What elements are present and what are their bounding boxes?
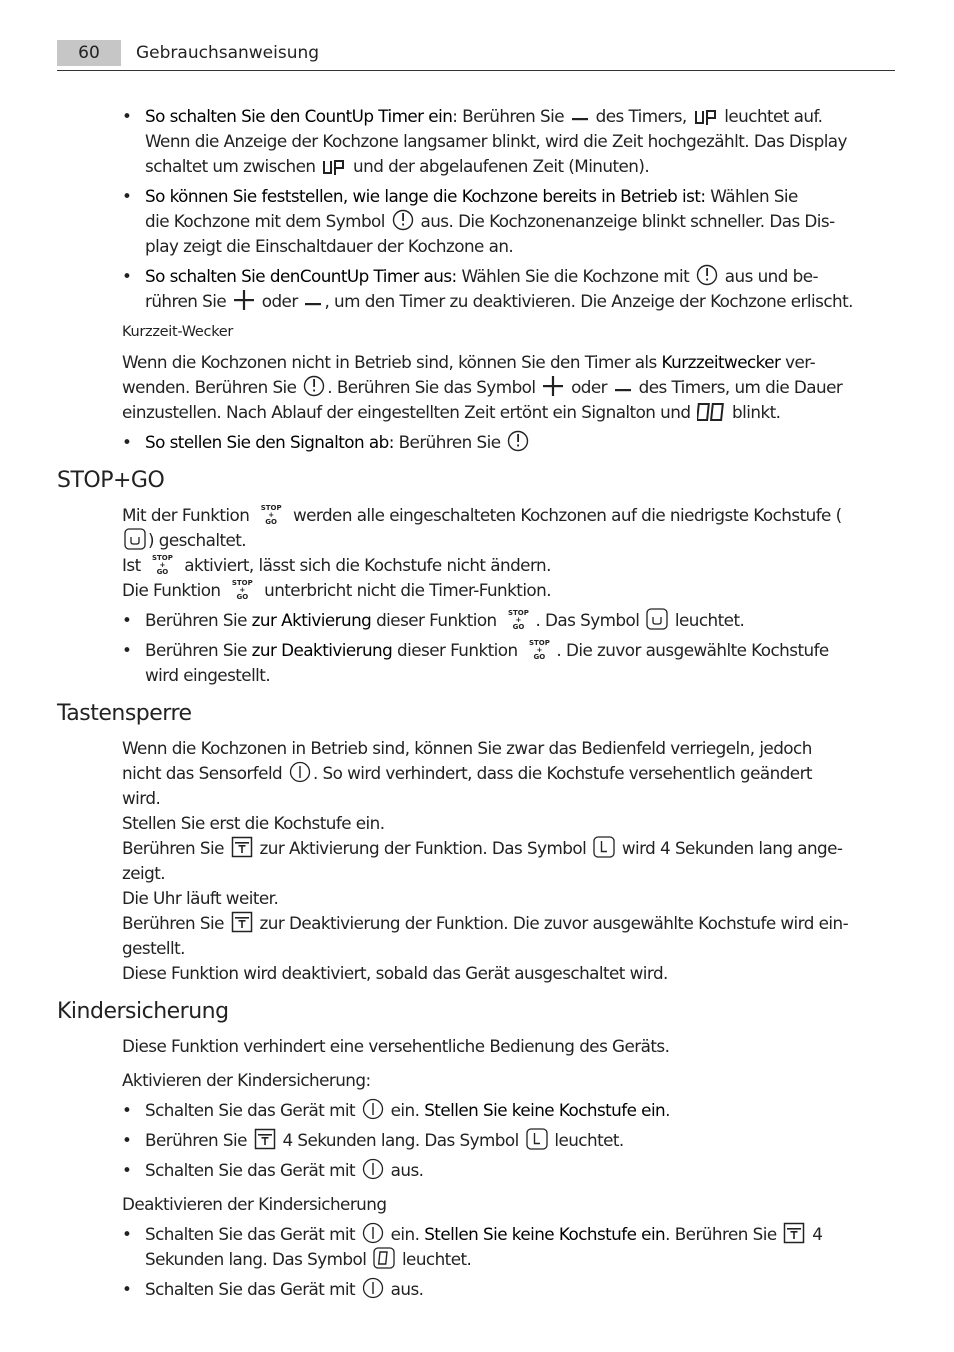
plus-icon [233,289,255,311]
text: ) geschaltet. [148,530,247,550]
plus-label: + [159,561,166,569]
text: und der abgelaufenen Zeit (Minuten). [353,156,650,176]
text: werden alle eingeschalteten Kochzonen auf die niedrigste Kochstufe ( [292,505,842,525]
section-title-stopgo: STOP+GO [57,468,165,493]
text: . So wird verhindert, dass die Kochstufe versehentlich geändert [312,763,812,783]
text: nicht das Sensorfeld [122,763,283,783]
letter-l-icon [526,1128,548,1150]
go-label: GO [265,518,277,526]
double-zero-icon [697,402,725,422]
stopgo-deactivate-bullet [122,638,917,688]
letter-l-icon [593,836,615,858]
activate-step-2 [122,1128,917,1153]
text: zur Deaktivierung [251,640,393,660]
text: leuchtet auf. [724,106,823,126]
text: Wenn die Anzeige der Kochzone langsamer blinkt, wird die Zeit hochgezählt. Das Display [145,131,847,151]
timer-icon [507,430,529,452]
text: Ist [122,555,141,575]
up-display-icon [694,108,718,126]
stop-go-icon [526,640,552,662]
signalton-bullet [122,430,917,455]
countup-duration-bullet [122,184,917,259]
text: Stellen Sie keine Kochstufe ein [424,1224,666,1244]
text: play zeigt die Einschaltdauer der Kochzone an. [145,236,514,256]
text: Die Funktion [122,580,221,600]
text: Berühren Sie [122,913,224,933]
text: Wenn die Kochzonen in Betrieb sind, können Sie zwar das Bedienfeld verriegeln, jedoch [122,738,812,758]
text: Wählen Sie [710,186,798,206]
text: Berühren Sie [122,838,224,858]
text: . Die zuvor ausgewählte Kochstufe [556,640,829,660]
countup-on-bullet [122,104,917,179]
stop-label: STOP [231,579,253,587]
text: die Kochzone mit dem Symbol [145,211,385,231]
tastensperre-paragraph [122,736,894,986]
text: leuchtet. [401,1249,472,1269]
deactivate-heading: Deaktivieren der Kindersicherung [122,1194,387,1214]
activate-heading: Aktivieren der Kindersicherung: [122,1070,371,1090]
text: des Timers, [595,106,687,126]
section-title-kindersicherung: Kindersicherung [57,999,229,1024]
stop-label: STOP [507,609,529,617]
text: . Das Symbol [535,610,640,630]
page-number: 60 [57,40,121,66]
text: dieser Funktion [376,610,497,630]
text: leuchtet. [674,610,745,630]
text: Berühren Sie [145,1130,247,1150]
text: aktiviert, lässt sich die Kochstufe nicht ändern. [184,555,551,575]
lock-key-icon [783,1222,805,1244]
level-u-icon [124,528,146,550]
text: 4 [812,1224,823,1244]
text: wird. [122,788,161,808]
text: . Berühren Sie [665,1224,777,1244]
bullet-lead: So schalten Sie denCountUp Timer aus: [145,266,457,286]
text: oder [571,377,608,397]
stop-go-icon [258,505,284,527]
minus-icon [304,293,322,311]
text: , um den Timer zu deaktivieren. Die Anzeige der Kochzone erlischt. [324,291,853,311]
deactivate-step-2 [122,1277,917,1302]
document-title: Gebrauchsanweisung [136,43,320,63]
bullet-lead: So können Sie feststellen, wie lange die Kochzone bereits in Betrieb ist: [145,186,706,206]
activate-step-1 [122,1098,917,1123]
go-label: GO [533,653,546,661]
power-icon [362,1222,384,1244]
kindersicherung-intro: Diese Funktion verhindert eine versehentliche Bedienung des Geräts. [122,1036,670,1056]
text: einzustellen. Nach Ablauf der eingestellten Zeit ertönt ein Signalton und [122,402,691,422]
stop-go-icon [149,555,175,577]
text: Berühren Sie [398,432,501,452]
activate-step-3 [122,1158,917,1183]
timer-icon [696,264,718,286]
text: Stellen Sie keine Kochstufe ein [424,1100,666,1120]
text: Schalten Sie das Gerät mit [145,1100,356,1120]
text: Wählen Sie die Kochzone mit [461,266,690,286]
text: aus. [390,1160,424,1180]
stopgo-paragraph [122,503,894,603]
plus-label: + [536,646,543,654]
stop-label: STOP [528,639,550,647]
text: wird eingestellt. [145,665,271,685]
text: Berühren Sie [145,640,247,660]
text: . Berühren Sie das Symbol [327,377,536,397]
up-display-icon [322,158,346,176]
stopgo-activate-bullet [122,608,917,633]
lock-key-icon [231,836,253,858]
text: wird 4 Sekunden lang ange- [621,838,843,858]
text: : Berühren Sie [452,106,565,126]
text: unterbricht nicht die Timer-Funktion. [264,580,552,600]
plus-label: + [515,616,522,624]
text: Schalten Sie das Gerät mit [145,1224,356,1244]
kurzzeit-heading: Kurzzeit-Wecker [122,324,234,340]
text: Kurzzeitwecker [661,352,781,372]
stop-label: STOP [260,504,282,512]
text: Wenn die Kochzonen nicht in Betrieb sind, können Sie den Timer als [122,352,657,372]
go-label: GO [156,568,169,576]
text: Schalten Sie das Gerät mit [145,1160,356,1180]
text: dieser Funktion [397,640,518,660]
text: Mit der Funktion [122,505,250,525]
level-u-icon [646,608,668,630]
zero-display-icon [373,1247,395,1269]
section-title-tastensperre: Tastensperre [57,701,192,726]
bullet-lead: So stellen Sie den Signalton ab: [145,432,394,452]
stop-go-icon [229,580,255,602]
power-icon [362,1098,384,1120]
text: aus und be- [724,266,819,286]
timer-icon [392,209,414,231]
text: Stellen Sie erst die Kochstufe ein. [122,813,385,833]
kurzzeit-paragraph [122,350,894,425]
lock-key-icon [254,1128,276,1150]
stop-go-icon [505,610,531,632]
text: des Timers, um die Dauer [638,377,843,397]
power-icon [289,761,311,783]
text: zur Deaktivierung der Funktion. Die zuvor ausgewählte Kochstufe wird ein- [259,913,849,933]
text: ein. [390,1100,420,1120]
text: Sekunden lang. Das Symbol [145,1249,367,1269]
timer-icon [303,375,325,397]
header-rule [57,70,895,71]
text: zur Aktivierung [251,610,372,630]
plus-label: + [239,586,246,594]
text: Berühren Sie [145,610,247,630]
text: aus. Die Kochzonenanzeige blinkt schneller. Das Dis- [420,211,835,231]
text: wenden. Berühren Sie [122,377,297,397]
text: Schalten Sie das Gerät mit [145,1279,356,1299]
go-label: GO [512,623,525,631]
text: ver- [785,352,816,372]
text: Die Uhr läuft weiter. [122,888,279,908]
text: Diese Funktion wird deaktiviert, sobald das Gerät ausgeschaltet wird. [122,963,668,983]
text: 4 Sekunden lang. Das Symbol [282,1130,519,1150]
text: gestellt. [122,938,185,958]
text: schaltet um zwischen [145,156,316,176]
bullet-lead: So schalten Sie den CountUp Timer ein [145,106,453,126]
text: oder [261,291,298,311]
plus-label: + [268,511,275,519]
text: . [665,1100,670,1120]
text: aus. [390,1279,424,1299]
text: ein. [390,1224,420,1244]
minus-icon [614,379,632,397]
stop-label: STOP [151,554,173,562]
text: leuchtet. [554,1130,624,1150]
plus-icon [542,375,564,397]
text: zeigt. [122,863,166,883]
text: zur Aktivierung der Funktion. Das Symbol [259,838,587,858]
lock-key-icon [231,911,253,933]
minus-icon [571,108,589,126]
countup-off-bullet [122,264,917,314]
power-icon [362,1158,384,1180]
text: blinkt. [732,402,781,422]
power-icon [362,1277,384,1299]
text: rühren Sie [145,291,227,311]
go-label: GO [236,593,249,601]
deactivate-step-1 [122,1222,917,1272]
